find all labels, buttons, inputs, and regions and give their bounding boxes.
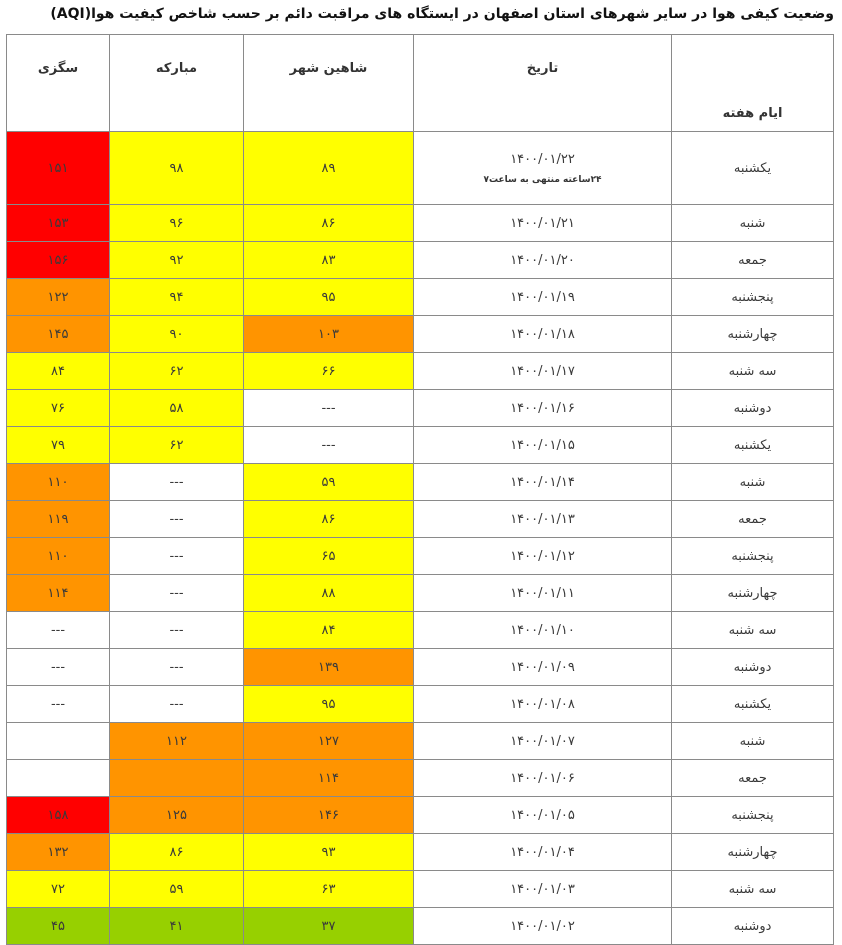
cell-mobarakeh: ۶۲ — [110, 353, 244, 390]
table-row — [7, 760, 834, 797]
cell-sagzi: ۷۹ — [7, 427, 110, 464]
date-text: ۱۴۰۰/۰۱/۱۰ — [510, 622, 575, 638]
cell-shahinshahr: --- — [244, 390, 414, 427]
cell-mobarakeh: ۵۹ — [110, 871, 244, 908]
cell-weekday: چهارشنبه — [672, 316, 834, 353]
cell-shahinshahr: ۸۸ — [244, 575, 414, 612]
date-text: ۱۴۰۰/۰۱/۲۰ — [510, 252, 575, 268]
cell-sagzi: ۷۶ — [7, 390, 110, 427]
date-text: ۱۴۰۰/۰۱/۱۸ — [510, 326, 575, 342]
cell-weekday: پنجشنبه — [672, 797, 834, 834]
table-row — [7, 797, 834, 834]
cell-mobarakeh: --- — [110, 686, 244, 723]
cell-sagzi: ۷۲ — [7, 871, 110, 908]
cell-weekday: پنجشنبه — [672, 538, 834, 575]
header-row — [7, 35, 834, 132]
table-row — [7, 612, 834, 649]
header-weekday: ایام هفته — [672, 35, 834, 132]
date-text: ۱۴۰۰/۰۱/۱۵ — [510, 437, 575, 453]
cell-date — [414, 501, 672, 538]
cell-shahinshahr: ۱۱۴ — [244, 760, 414, 797]
cell-shahinshahr: ۱۲۷ — [244, 723, 414, 760]
cell-mobarakeh: --- — [110, 501, 244, 538]
cell-sagzi: ۱۵۳ — [7, 205, 110, 242]
cell-mobarakeh: ۹۲ — [110, 242, 244, 279]
cell-weekday: شنبه — [672, 464, 834, 501]
cell-shahinshahr: ۱۳۹ — [244, 649, 414, 686]
cell-shahinshahr: ۶۳ — [244, 871, 414, 908]
date-text: ۱۴۰۰/۰۱/۲۲ — [510, 151, 575, 167]
date-text: ۱۴۰۰/۰۱/۰۷ — [510, 733, 575, 749]
cell-weekday: سه شنبه — [672, 871, 834, 908]
cell-date — [414, 871, 672, 908]
cell-sagzi — [7, 723, 110, 760]
cell-date — [414, 316, 672, 353]
cell-sagzi: --- — [7, 686, 110, 723]
table-row — [7, 723, 834, 760]
date-text: ۱۴۰۰/۰۱/۰۹ — [510, 659, 575, 675]
cell-date — [414, 390, 672, 427]
cell-shahinshahr: ۵۹ — [244, 464, 414, 501]
header-date: تاریخ — [414, 35, 672, 132]
cell-weekday: یکشنبه — [672, 132, 834, 205]
table-row — [7, 501, 834, 538]
table-row — [7, 390, 834, 427]
table-row — [7, 427, 834, 464]
cell-shahinshahr: ۶۶ — [244, 353, 414, 390]
table-row — [7, 316, 834, 353]
cell-weekday: دوشنبه — [672, 649, 834, 686]
cell-weekday: سه شنبه — [672, 612, 834, 649]
cell-date — [414, 834, 672, 871]
aqi-table — [6, 34, 834, 945]
table-row — [7, 908, 834, 945]
cell-weekday: جمعه — [672, 242, 834, 279]
cell-sagzi — [7, 760, 110, 797]
cell-shahinshahr: ۹۵ — [244, 279, 414, 316]
cell-date — [414, 908, 672, 945]
cell-sagzi: ۱۱۴ — [7, 575, 110, 612]
cell-date — [414, 797, 672, 834]
cell-date — [414, 205, 672, 242]
cell-sagzi: ۴۵ — [7, 908, 110, 945]
date-text: ۱۴۰۰/۰۱/۱۳ — [510, 511, 575, 527]
date-text: ۱۴۰۰/۰۱/۱۶ — [510, 400, 575, 416]
cell-date — [414, 427, 672, 464]
cell-mobarakeh: ۹۸ — [110, 132, 244, 205]
cell-mobarakeh: --- — [110, 575, 244, 612]
header-mobarakeh: مبارکه — [110, 35, 244, 132]
table-row — [7, 649, 834, 686]
cell-weekday: جمعه — [672, 501, 834, 538]
table-row — [7, 132, 834, 205]
cell-weekday: یکشنبه — [672, 686, 834, 723]
cell-weekday: شنبه — [672, 205, 834, 242]
cell-shahinshahr: ۱۴۶ — [244, 797, 414, 834]
cell-shahinshahr: ۹۵ — [244, 686, 414, 723]
cell-weekday: جمعه — [672, 760, 834, 797]
date-text: ۱۴۰۰/۰۱/۱۹ — [510, 289, 575, 305]
date-text: ۱۴۰۰/۰۱/۰۸ — [510, 696, 575, 712]
table-row — [7, 279, 834, 316]
header-sagzi: سگزی — [7, 35, 110, 132]
cell-shahinshahr: ۸۹ — [244, 132, 414, 205]
date-text: ۱۴۰۰/۰۱/۲۱ — [510, 215, 575, 231]
cell-mobarakeh: --- — [110, 464, 244, 501]
cell-sagzi: ۱۴۵ — [7, 316, 110, 353]
cell-mobarakeh: --- — [110, 612, 244, 649]
cell-mobarakeh: ۵۸ — [110, 390, 244, 427]
cell-sagzi: ۱۱۰ — [7, 538, 110, 575]
cell-date — [414, 575, 672, 612]
cell-date — [414, 760, 672, 797]
cell-date — [414, 353, 672, 390]
cell-sagzi: ۱۲۲ — [7, 279, 110, 316]
date-text: ۱۴۰۰/۰۱/۱۴ — [510, 474, 575, 490]
cell-weekday: شنبه — [672, 723, 834, 760]
page-title: وضعیت کیفی هوا در سایر شهرهای استان اصفهان در ایستگاه های مراقبت دائم بر حسب شاخص کیفیت هوا(AQI) — [50, 6, 834, 22]
cell-weekday: دوشنبه — [672, 390, 834, 427]
table-row — [7, 353, 834, 390]
cell-mobarakeh: ۹۶ — [110, 205, 244, 242]
cell-date — [414, 649, 672, 686]
cell-shahinshahr: ۹۳ — [244, 834, 414, 871]
cell-date — [414, 723, 672, 760]
cell-mobarakeh: ۹۴ — [110, 279, 244, 316]
cell-date — [414, 279, 672, 316]
cell-mobarakeh: --- — [110, 649, 244, 686]
date-note: ۲۴ساعته منتهی به ساعت۷ — [483, 174, 602, 185]
cell-sagzi: ۱۵۱ — [7, 132, 110, 205]
cell-shahinshahr: ۸۶ — [244, 205, 414, 242]
cell-mobarakeh: ۸۶ — [110, 834, 244, 871]
cell-mobarakeh: ۴۱ — [110, 908, 244, 945]
cell-weekday: یکشنبه — [672, 427, 834, 464]
date-text: ۱۴۰۰/۰۱/۱۷ — [510, 363, 575, 379]
cell-mobarakeh: ۹۰ — [110, 316, 244, 353]
date-text: ۱۴۰۰/۰۱/۰۶ — [510, 770, 575, 786]
cell-weekday: دوشنبه — [672, 908, 834, 945]
cell-shahinshahr: ۳۷ — [244, 908, 414, 945]
cell-date — [414, 132, 672, 205]
cell-sagzi: ۱۵۶ — [7, 242, 110, 279]
cell-weekday: چهارشنبه — [672, 834, 834, 871]
date-text: ۱۴۰۰/۰۱/۰۴ — [510, 844, 575, 860]
table-row — [7, 242, 834, 279]
header-shahinshahr: شاهین شهر — [244, 35, 414, 132]
cell-sagzi: --- — [7, 649, 110, 686]
table-row — [7, 686, 834, 723]
date-text: ۱۴۰۰/۰۱/۰۲ — [510, 918, 575, 934]
cell-mobarakeh: ۱۲۵ — [110, 797, 244, 834]
cell-shahinshahr: --- — [244, 427, 414, 464]
date-text: ۱۴۰۰/۰۱/۱۲ — [510, 548, 575, 564]
cell-mobarakeh: ۱۱۲ — [110, 723, 244, 760]
cell-shahinshahr: ۶۵ — [244, 538, 414, 575]
cell-mobarakeh: --- — [110, 538, 244, 575]
cell-date — [414, 464, 672, 501]
cell-sagzi: --- — [7, 612, 110, 649]
cell-weekday: پنجشنبه — [672, 279, 834, 316]
date-text: ۱۴۰۰/۰۱/۱۱ — [510, 585, 575, 601]
cell-date — [414, 242, 672, 279]
cell-sagzi: ۸۴ — [7, 353, 110, 390]
table-row — [7, 575, 834, 612]
date-text: ۱۴۰۰/۰۱/۰۵ — [510, 807, 575, 823]
table-row — [7, 834, 834, 871]
cell-sagzi: ۱۱۹ — [7, 501, 110, 538]
cell-sagzi: ۱۵۸ — [7, 797, 110, 834]
table-row — [7, 464, 834, 501]
cell-sagzi: ۱۳۲ — [7, 834, 110, 871]
cell-mobarakeh: ۶۲ — [110, 427, 244, 464]
cell-weekday: سه شنبه — [672, 353, 834, 390]
cell-date — [414, 538, 672, 575]
cell-date — [414, 686, 672, 723]
cell-date — [414, 612, 672, 649]
cell-weekday: چهارشنبه — [672, 575, 834, 612]
cell-shahinshahr: ۸۳ — [244, 242, 414, 279]
cell-shahinshahr: ۱۰۳ — [244, 316, 414, 353]
table-body — [7, 132, 834, 945]
cell-shahinshahr: ۸۴ — [244, 612, 414, 649]
cell-mobarakeh — [110, 760, 244, 797]
table-row — [7, 538, 834, 575]
cell-sagzi: ۱۱۰ — [7, 464, 110, 501]
table-row — [7, 205, 834, 242]
cell-shahinshahr: ۸۶ — [244, 501, 414, 538]
date-text: ۱۴۰۰/۰۱/۰۳ — [510, 881, 575, 897]
table-row — [7, 871, 834, 908]
